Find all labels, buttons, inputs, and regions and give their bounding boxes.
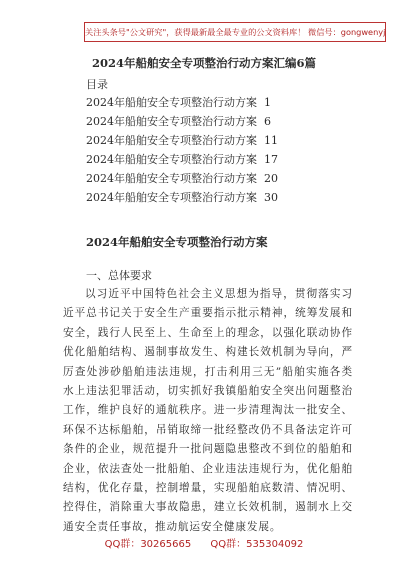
toc-entry-page: 6 [264, 115, 271, 128]
toc-entry-page: 30 [264, 191, 278, 204]
toc-entry-title: 2024年船舶安全专项整治行动方案 [86, 96, 257, 109]
toc-heading: 目录 [86, 78, 108, 91]
section-title: 2024年船舶安全专项整治行动方案 [86, 235, 268, 249]
footer-contact [0, 535, 408, 550]
body-paragraph: 以习近平中国特色社会主义思想为指导，贯彻落实习近平总书记关于安全生产重要指示批示精神，统筹发展和安全，践行人民至上、生命至上的理念，以强化联动协作优化船舶结构、遏制事故发生、构建长效机制为导向，严厉查处涉砂船舶违法违规，打击利用三无”船舶实施各类水上违法犯罪活动，切实抓好我镇船舶安全突出问题整治工作，维护良好的通航秩序。进一步清理淘汰一批安全、环保不达标船舶，吊销取缔一批经整改仍不具备法定许可条件的企业，规范提升一批问题隐患整改不到位的船舶和企业，依法查处一批船舶、企业违法违规行为，优化船舶结构，优化存量，控制增量，实现船舶底数清、情况明、控得住，消除重大事故隐患，建立长效机制，遏制水上交通安全责任事故，推动航运安全健康发展。 [63, 288, 353, 533]
toc-entry[interactable] [86, 188, 278, 207]
toc-entry[interactable] [86, 112, 278, 131]
toc-entry-page: 20 [264, 172, 278, 185]
toc-entry-title: 2024年船舶安全专项整治行动方案 [86, 153, 257, 166]
toc-entry-page: 17 [264, 153, 278, 166]
section-subheading: 一、总体要求 [86, 269, 152, 282]
promo-banner: 关注头条号"公文研究"，获得最新最全最专业的公文资料库！ 微信号：gongwenyj [84, 22, 386, 42]
toc-entry[interactable] [86, 93, 278, 112]
toc-entry[interactable] [86, 150, 278, 169]
toc-entry-page: 11 [264, 134, 278, 147]
footer-qq-group-1: QQ群：30265665 [104, 539, 192, 550]
footer-qq-group-2: QQ群：535304092 [210, 539, 304, 550]
toc-entry-title: 2024年船舶安全专项整治行动方案 [86, 191, 257, 204]
toc-entry[interactable] [86, 169, 278, 188]
table-of-contents [86, 93, 278, 207]
document-title: 2024年船舶安全专项整治行动方案汇编6篇 [91, 56, 316, 70]
toc-entry-title: 2024年船舶安全专项整治行动方案 [86, 115, 257, 128]
toc-entry[interactable] [86, 131, 278, 150]
toc-entry-title: 2024年船舶安全专项整治行动方案 [86, 134, 257, 147]
toc-entry-page: 1 [264, 96, 271, 109]
toc-entry-title: 2024年船舶安全专项整治行动方案 [86, 172, 257, 185]
